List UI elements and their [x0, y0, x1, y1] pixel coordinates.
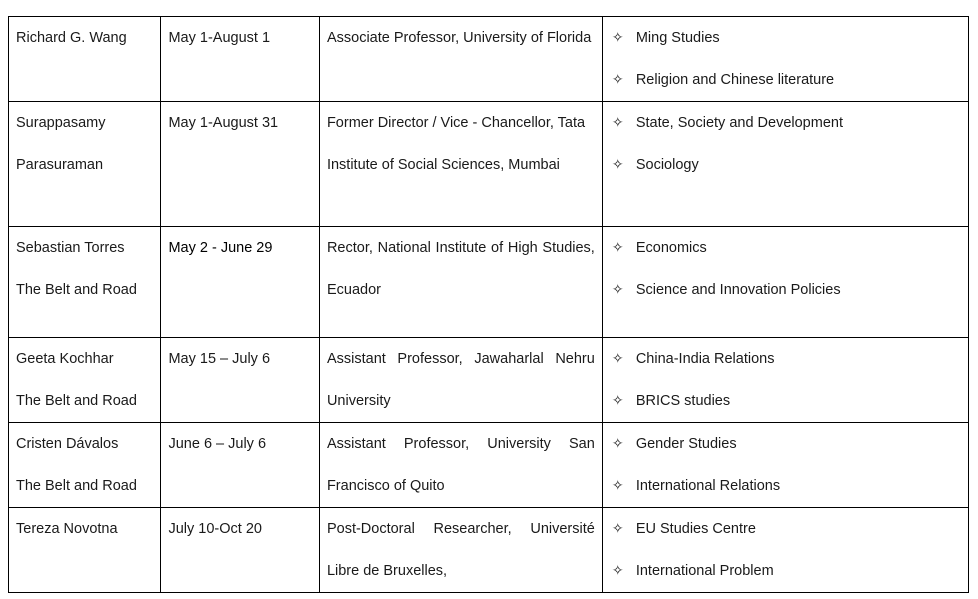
research-fields-cell: [602, 423, 968, 508]
program-name: The Belt and Road: [16, 282, 137, 298]
table-row: [9, 508, 969, 593]
visit-dates-cell: [161, 423, 319, 508]
research-field: ✧ Sociology: [610, 144, 961, 186]
research-field: ✧ EU Studies Centre: [610, 508, 961, 550]
scholar-name: Surappasamy: [16, 115, 106, 131]
research-fields-cell: [602, 17, 968, 102]
research-field: ✧ International Problem: [610, 550, 961, 592]
visit-dates: May 2 - June 29: [168, 240, 273, 256]
sparkle-bullet-icon: ✧: [611, 351, 624, 367]
scholar-name-continued: Parasuraman: [16, 157, 104, 173]
scholar-name-cell: [9, 508, 161, 593]
research-field: ✧ Gender Studies: [610, 423, 961, 465]
scholar-name-cell: [9, 423, 161, 508]
visit-dates-cell: [161, 17, 319, 102]
table-row: [9, 423, 969, 508]
research-fields-cell: [602, 508, 968, 593]
research-fields-cell: [602, 227, 968, 338]
research-fields-cell: [602, 338, 968, 423]
sparkle-bullet-icon: ✧: [611, 157, 624, 173]
scholar-name: Tereza Novotna: [16, 521, 118, 537]
table-row: [9, 227, 969, 338]
table-row: [9, 102, 969, 227]
affiliation-cell: Post-Doctoral Researcher, Université Libre de Bruxelles,: [319, 508, 602, 593]
visit-dates: May 1-August 1: [168, 30, 271, 46]
scholar-name: Cristen Dávalos: [16, 436, 119, 452]
research-field: ✧ China-India Relations: [610, 338, 961, 380]
table-row: [9, 338, 969, 423]
sparkle-bullet-icon: ✧: [611, 521, 624, 537]
visit-dates: July 10-Oct 20: [168, 521, 262, 537]
visit-dates-cell: [161, 102, 319, 227]
scholar-name-cell: [9, 102, 161, 227]
visit-dates-cell: [161, 227, 319, 338]
sparkle-bullet-icon: ✧: [611, 115, 624, 131]
sparkle-bullet-icon: ✧: [611, 282, 624, 298]
sparkle-bullet-icon: ✧: [611, 72, 624, 88]
affiliation-cell: Former Director / Vice - Chancellor, Tata Institute of Social Sciences, Mumbai: [319, 102, 602, 227]
research-field: ✧ International Relations: [610, 465, 961, 507]
scholars-table: [8, 16, 969, 593]
research-field: ✧ Economics: [610, 227, 961, 269]
program-name: The Belt and Road: [16, 393, 137, 409]
table-row: [9, 17, 969, 102]
program-name: The Belt and Road: [16, 478, 137, 494]
visit-dates: June 6 – July 6: [168, 436, 267, 452]
scholar-name: Richard G. Wang: [16, 30, 127, 46]
visit-dates: May 1-August 31: [168, 115, 279, 131]
sparkle-bullet-icon: ✧: [611, 240, 624, 256]
sparkle-bullet-icon: ✧: [611, 393, 624, 409]
sparkle-bullet-icon: ✧: [611, 478, 624, 494]
visit-dates: May 15 – July 6: [168, 351, 271, 367]
scholar-name-cell: [9, 227, 161, 338]
affiliation-cell: Associate Professor, University of Florida: [319, 17, 602, 102]
affiliation-cell: Assistant Professor, University San Francisco of Quito: [319, 423, 602, 508]
visit-dates-cell: [161, 508, 319, 593]
sparkle-bullet-icon: ✧: [611, 30, 624, 46]
sparkle-bullet-icon: ✧: [611, 436, 624, 452]
research-field: ✧ Ming Studies: [610, 17, 961, 59]
scholar-name: Sebastian Torres: [16, 240, 125, 256]
scholar-name-cell: [9, 17, 161, 102]
scholars-table-body: [9, 17, 969, 593]
affiliation-cell: Assistant Professor, Jawaharlal Nehru University: [319, 338, 602, 423]
research-field: ✧ Science and Innovation Policies: [610, 269, 961, 311]
sparkle-bullet-icon: ✧: [611, 563, 624, 579]
research-field: ✧ State, Society and Development: [610, 102, 961, 144]
research-field: ✧ BRICS studies: [610, 380, 961, 422]
visit-dates-cell: [161, 338, 319, 423]
research-field: ✧ Religion and Chinese literature: [610, 59, 961, 101]
scholar-name: Geeta Kochhar: [16, 351, 114, 367]
scholar-name-cell: [9, 338, 161, 423]
research-fields-cell: [602, 102, 968, 227]
affiliation-cell: Rector, National Institute of High Studies, Ecuador: [319, 227, 602, 338]
